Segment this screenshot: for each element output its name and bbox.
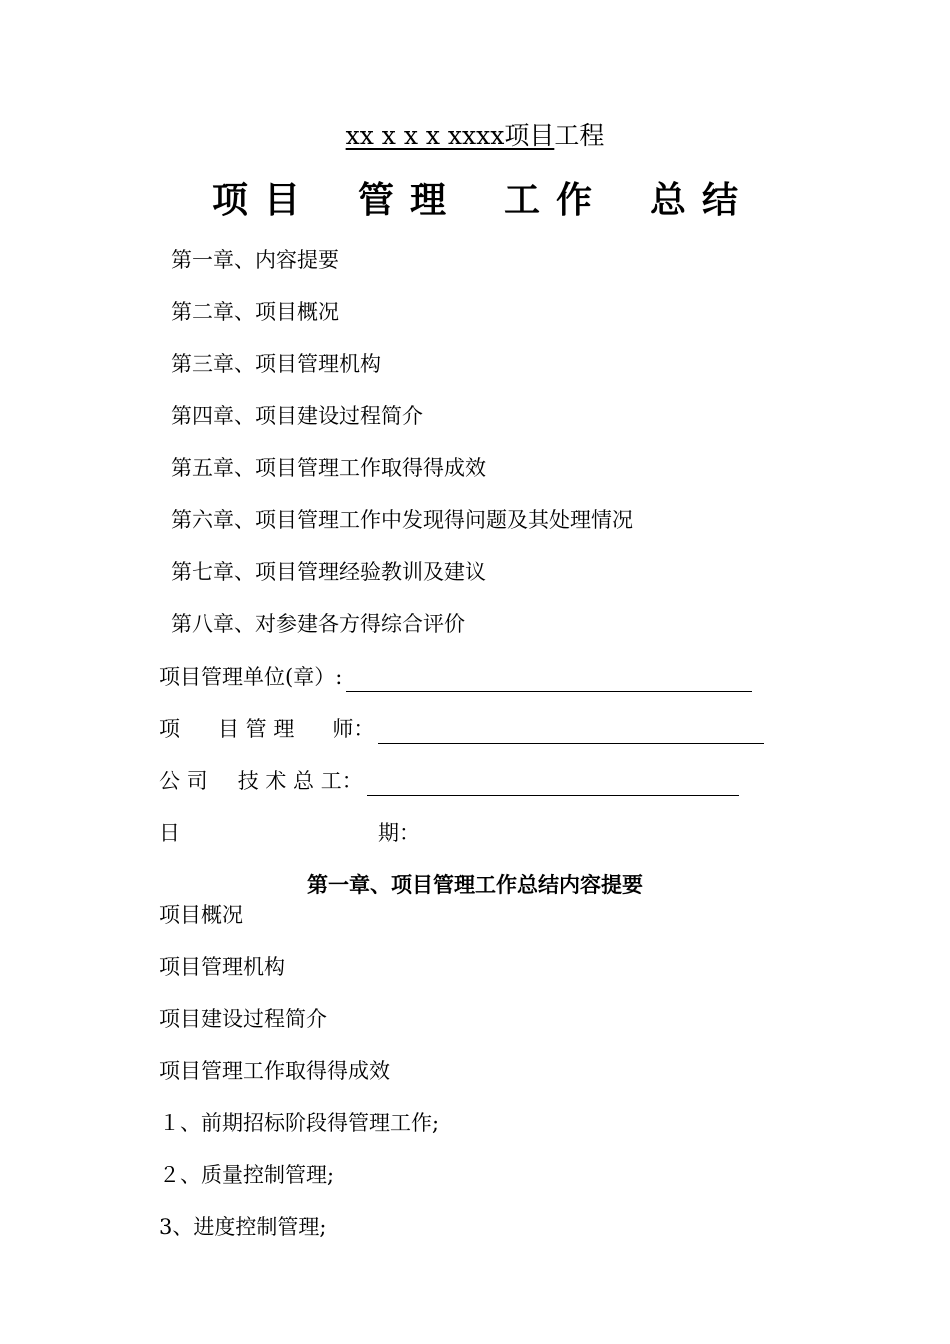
signature-unit-field[interactable] [346,667,752,692]
body-line: 项目建设过程简介 [159,1007,327,1031]
project-title [0,118,950,154]
main-title-char: 总 [650,180,687,221]
toc-item: 第五章、项目管理工作取得得成效 [171,456,486,480]
main-title-char: 管 [357,180,394,221]
signature-manager-field[interactable] [378,719,764,744]
signature-date [159,818,420,848]
body-line: 项目管理工作取得得成效 [159,1059,390,1083]
signature-engineer [159,766,739,796]
toc-item: 第七章、项目管理经验教训及建议 [171,560,486,584]
body-line: １、前期招标阶段得管理工作; [159,1111,440,1135]
body-line: 项目概况 [159,903,243,927]
toc-item: 第一章、内容提要 [171,248,339,272]
project-name-underlined: xx x x x xxxx项目 [345,121,555,150]
toc-item: 第六章、项目管理工作中发现得问题及其处理情况 [171,508,633,532]
signature-engineer-field[interactable] [367,771,739,796]
main-title-char: 理 [409,180,446,221]
toc-item: 第八章、对参建各方得综合评价 [171,612,465,636]
main-title-char: 结 [702,180,739,221]
body-line: ２、质量控制管理; [159,1163,335,1187]
toc-item: 第三章、项目管理机构 [171,352,381,376]
signature-manager-label-a: 项 [159,717,180,741]
signature-engineer-label-b: 技 术 总 工： [237,769,363,793]
signature-date-label-a: 日 [159,821,180,845]
main-title-char: 作 [556,180,593,221]
signature-unit [159,662,752,692]
signature-manager [159,714,764,744]
signature-engineer-label-a: 公 司 [159,769,208,793]
body-line: 项目管理机构 [159,955,285,979]
chapter-heading: 第一章、项目管理工作总结内容提要 [307,873,643,897]
signature-unit-label: 项目管理单位(章）: [159,665,343,689]
main-title [0,178,950,224]
signature-manager-label-b: 目 管 理 [218,717,295,741]
toc-item: 第二章、项目概况 [171,300,339,324]
main-title-char: 工 [504,180,541,221]
main-title-char: 目 [263,180,300,221]
signature-manager-label-c: 师： [332,717,375,741]
main-title-char: 项 [211,180,248,221]
project-title-suffix: 工程 [554,121,605,150]
signature-date-label-b: 期： [378,821,420,845]
body-line: 3、进度控制管理; [159,1215,327,1239]
toc-item: 第四章、项目建设过程简介 [171,404,423,428]
